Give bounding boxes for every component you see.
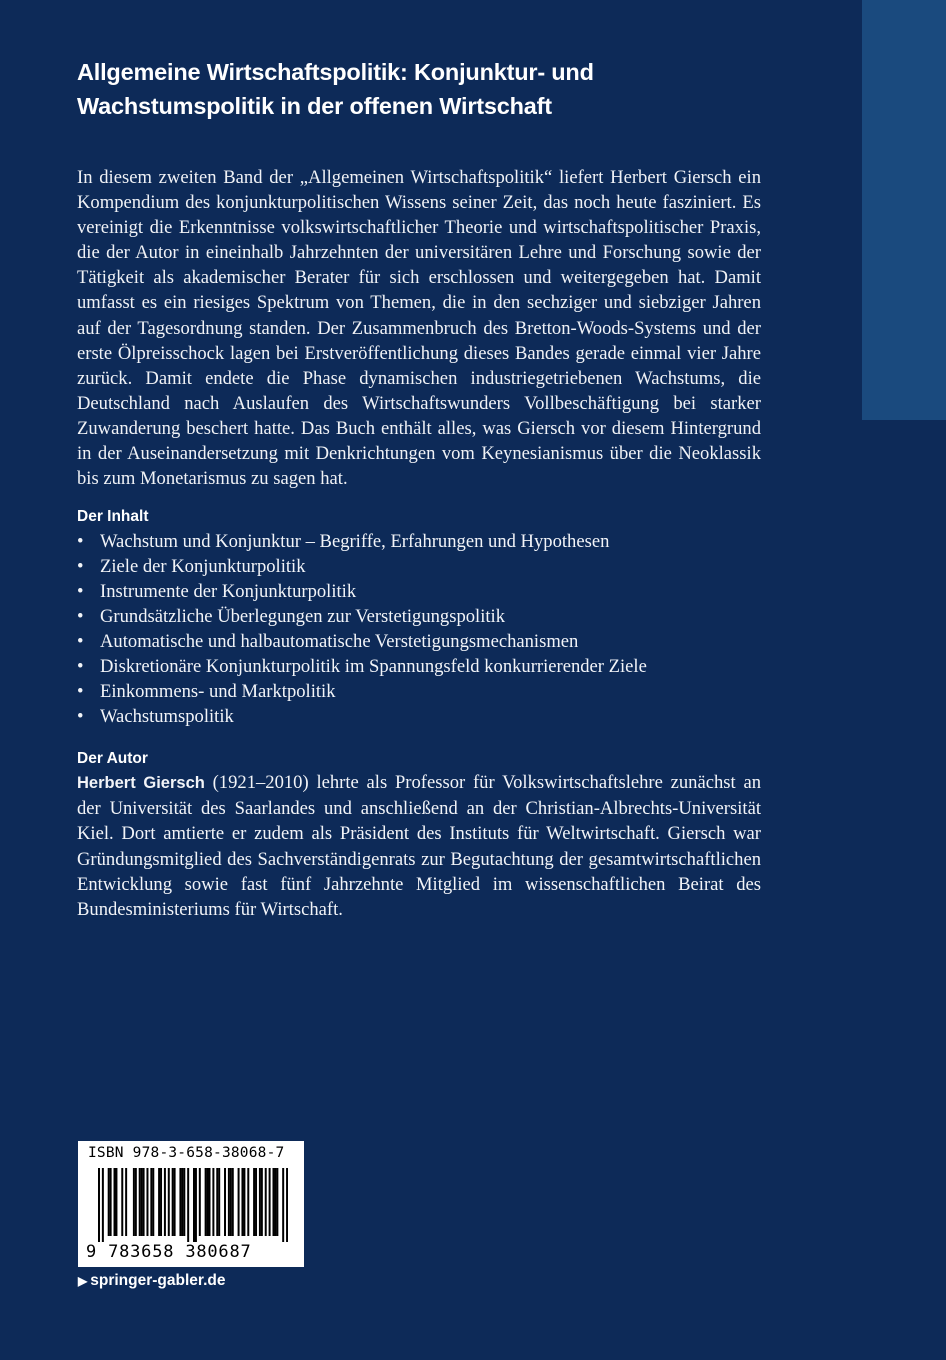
list-item-label: Instrumente der Konjunkturpolitik bbox=[100, 581, 357, 603]
bullet-icon: • bbox=[77, 606, 84, 628]
barcode-bar bbox=[193, 1168, 195, 1242]
barcode-bar bbox=[125, 1168, 127, 1236]
barcode-bar bbox=[199, 1168, 201, 1236]
list-item-label: Automatische und halbautomatische Verstetigungsmechanismen bbox=[100, 631, 579, 653]
list-item bbox=[77, 529, 761, 554]
barcode-bar bbox=[216, 1168, 218, 1236]
barcode-bar bbox=[187, 1168, 189, 1242]
barcode-bar bbox=[224, 1168, 226, 1236]
list-item bbox=[77, 579, 761, 604]
barcode-bar bbox=[181, 1168, 183, 1236]
book-description: In diesem zweiten Band der „Allgemeinen Wirtschaftspolitik“ liefert Herbert Giersch ein Kompendium des konjunkturpolitischen Wissens seiner Zeit, das noch heute fasziniert. Es vereinigt die Erkenntnisse volkswirtschaftlicher Theorie und wirtschaftspolitischer Praxis, die der Autor in eineinhalb Jahrzehnten der universitären Lehre und Forschung sowie der Tätigkeit als akademischer Berater für sich erschlossen und weitergegeben hat. Damit umfasst es ein riesiges Spektrum von Themen, die in den sechziger und siebziger Jahren auf der Tagesordnung standen. Der Zusammenbruch des Bretton-Woods-Systems und der erste Ölpreisschock lagen bei Erstveröffentlichung dieses Bandes gerade einmal vier Jahre zurück. Damit endete die Phase dynamischen industriegetriebenen Wachstums, die Deutschland nach Auslaufen des Wirtschaftswunders Vollbeschäftigung bei starker Zuwanderung beschert hatte. Das Buch enthält alles, was Giersch vor diesem Hintergrund in der Auseinandersetzung mit Denkrichtungen vom Keynesianismus über die Neoklassik bis zum Monetarismus zu sagen hat. bbox=[77, 167, 761, 490]
list-item bbox=[77, 654, 761, 679]
author-bio-text: (1921–2010) lehrte als Professor für Volkswirtschaftslehre zunächst an der Universität des Saarlandes und anschließend an der Christian-Albrechts-Universität Kiel. Dort amtierte er zudem als Präsident des Instituts für Weltwirtschaft. Giersch war Gründungsmitglied des Sachverständigenrats zur Begutachtung der gesamtwirtschaftlichen Entwicklung sowie fast fünf Jahrzehnte Mitglied im wissenschaftlichen Beirat des Bundesministeriums für Wirtschaft. bbox=[77, 772, 761, 920]
barcode-bar bbox=[212, 1168, 214, 1236]
bullet-icon: • bbox=[77, 556, 84, 578]
barcode-bars bbox=[98, 1168, 288, 1242]
barcode-bar bbox=[209, 1168, 211, 1236]
barcode-bar bbox=[207, 1168, 209, 1236]
barcode-bar bbox=[172, 1168, 174, 1236]
barcode-bar bbox=[286, 1168, 288, 1242]
isbn-label: ISBN 978-3-658-38068-7 bbox=[88, 1145, 285, 1161]
barcode-bar bbox=[139, 1168, 141, 1236]
bullet-icon: • bbox=[77, 531, 84, 553]
book-title: Allgemeine Wirtschaftspolitik: Konjunktur- und Wachstumspolitik in der offenen Wirtschaft bbox=[77, 59, 594, 119]
author-heading: Der Autor bbox=[77, 750, 148, 768]
bullet-icon: • bbox=[77, 631, 84, 653]
barcode-bar bbox=[121, 1168, 123, 1236]
barcode-bar bbox=[247, 1168, 249, 1236]
barcode-bar bbox=[238, 1168, 240, 1236]
barcode-bar bbox=[102, 1168, 104, 1242]
list-item bbox=[77, 679, 761, 704]
barcode-bar bbox=[179, 1168, 181, 1236]
barcode-bar bbox=[259, 1168, 261, 1236]
list-item-label: Wachstum und Konjunktur – Begriffe, Erfahrungen und Hypothesen bbox=[100, 531, 610, 553]
contents-list bbox=[77, 529, 761, 729]
barcode-bar bbox=[255, 1168, 257, 1236]
barcode-bar bbox=[168, 1168, 170, 1236]
barcode-bar bbox=[269, 1168, 271, 1236]
barcode-bar bbox=[152, 1168, 154, 1236]
barcode-bar bbox=[232, 1168, 234, 1236]
barcode-bar bbox=[150, 1168, 152, 1236]
barcode-bar bbox=[146, 1168, 148, 1236]
barcode-bar bbox=[261, 1168, 263, 1236]
side-color-band bbox=[862, 0, 946, 420]
barcode-bar bbox=[183, 1168, 185, 1236]
author-name: Herbert Giersch bbox=[77, 774, 205, 793]
barcode-bar bbox=[265, 1168, 267, 1236]
barcode-bar bbox=[272, 1168, 274, 1236]
barcode-bar bbox=[274, 1168, 276, 1236]
back-cover-content bbox=[77, 55, 761, 922]
barcode-bar bbox=[114, 1168, 116, 1236]
barcode-bar bbox=[133, 1168, 135, 1236]
list-item-label: Wachstumspolitik bbox=[100, 706, 234, 728]
list-item-label: Diskretionäre Konjunkturpolitik im Spannungsfeld konkurrierender Ziele bbox=[100, 656, 647, 678]
publisher-url: springer-gabler.de bbox=[90, 1272, 226, 1289]
barcode-bar bbox=[141, 1168, 143, 1236]
barcode-bar bbox=[195, 1168, 197, 1242]
list-item-label: Einkommens- und Marktpolitik bbox=[100, 681, 336, 703]
barcode-bar bbox=[243, 1168, 245, 1236]
bullet-icon: • bbox=[77, 656, 84, 678]
barcode-bar bbox=[253, 1168, 255, 1236]
barcode-bar bbox=[241, 1168, 243, 1236]
barcode-bar bbox=[164, 1168, 166, 1236]
barcode-bar bbox=[98, 1168, 100, 1242]
bullet-icon: • bbox=[77, 581, 84, 603]
author-bio bbox=[77, 770, 761, 922]
barcode-bar bbox=[276, 1168, 278, 1236]
barcode-bar bbox=[110, 1168, 112, 1236]
list-item bbox=[77, 629, 761, 654]
barcode-bar bbox=[135, 1168, 137, 1236]
barcode-bar bbox=[160, 1168, 162, 1236]
isbn-barcode bbox=[78, 1141, 304, 1267]
barcode-bar bbox=[230, 1168, 232, 1236]
arrow-right-icon: ▶ bbox=[78, 1274, 88, 1288]
barcode-bar bbox=[108, 1168, 110, 1236]
barcode-bar bbox=[115, 1168, 117, 1236]
bullet-icon: • bbox=[77, 681, 84, 703]
barcode-bar bbox=[218, 1168, 220, 1236]
barcode-bar bbox=[282, 1168, 284, 1242]
barcode-bar bbox=[205, 1168, 207, 1236]
list-item bbox=[77, 704, 761, 729]
publisher-link[interactable] bbox=[78, 1272, 225, 1290]
list-item bbox=[77, 604, 761, 629]
contents-heading: Der Inhalt bbox=[77, 508, 149, 526]
barcode-digits: 9 783658 380687 bbox=[86, 1242, 252, 1262]
barcode-bar bbox=[228, 1168, 230, 1236]
bullet-icon: • bbox=[77, 706, 84, 728]
list-item-label: Grundsätzliche Überlegungen zur Verstetigungspolitik bbox=[100, 606, 506, 628]
list-item bbox=[77, 554, 761, 579]
barcode-bar bbox=[158, 1168, 160, 1236]
list-item-label: Ziele der Konjunkturpolitik bbox=[100, 556, 306, 578]
barcode-bar bbox=[143, 1168, 145, 1236]
barcode-bar bbox=[174, 1168, 176, 1236]
